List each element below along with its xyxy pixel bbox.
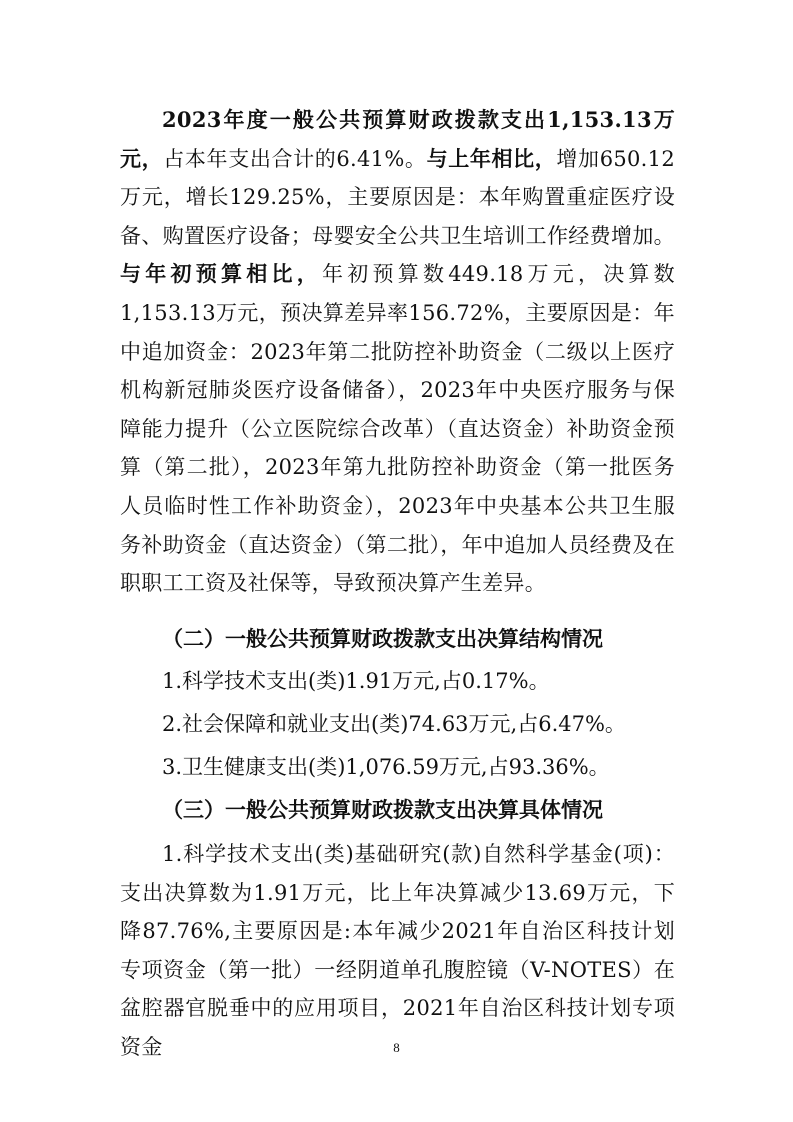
section-heading-details: （三）一般公共预算财政拨款支出决算具体情况	[162, 797, 603, 822]
compare-prev-year-label: 与上年相比，	[426, 145, 557, 171]
compare-initial-budget-label: 与年初预算相比，	[120, 261, 322, 287]
compare-prev-year-text: 增加650.12万元，增长129.25%，主要原因是：本年购置重症医疗设备、购置医疗设备；母婴安全公共卫生培训工作经费增加。	[120, 146, 675, 248]
page-number: 8	[393, 1040, 400, 1055]
summary-share: 占本年支出合计的6.41%。	[163, 146, 427, 171]
section-heading-structure: （二）一般公共预算财政拨款支出决算结构情况	[162, 626, 603, 651]
list-item: 3.卫生健康支出(类)1,076.59万元,占93.36%。	[162, 755, 610, 779]
list-item: 2.社会保障和就业支出(类)74.63万元,占6.47%。	[162, 712, 626, 736]
compare-initial-budget-text: 年初预算数449.18万元，决算数1,153.13万元，预决算差异率156.72%，主要原因是：年中追加资金：2023年第二批防控补助资金（二级以上医疗机构新冠肺炎医疗设备储备），2023年中央医疗服务与保障能力提升（公立医院综合改革）（直达资金）补助资金预算（第二批），2023年第九批防控补助资金（第一批医务人员临时性工作补助资金），2023年中央基本公共卫生服务补助资金（直达资金）（第二批），年中追加人员经费及在职职工工资及社保等，导致预决算产生差异。	[120, 262, 675, 596]
paragraph-budget-summary	[120, 101, 675, 603]
list-item: 1.科学技术支出(类)1.91万元,占0.17%。	[162, 669, 550, 693]
summary-lead: 2023年度一般公共预算财政拨款支出1,153.13万元，	[120, 107, 675, 171]
paragraph-science-expenditure: 1.科学技术支出(类)基础研究(款)自然科学基金(项)：支出决算数为1.91万元，比上年决算减少13.69万元，下降87.76%,主要原因是:本年减少2021年自治区科技计划专项资金（第一批）一经阴道单孔腹腔镜（V-NOTES）在盆腔器官脱垂中的应用项目，2021年自治区科技计划专项资金	[120, 842, 675, 1059]
